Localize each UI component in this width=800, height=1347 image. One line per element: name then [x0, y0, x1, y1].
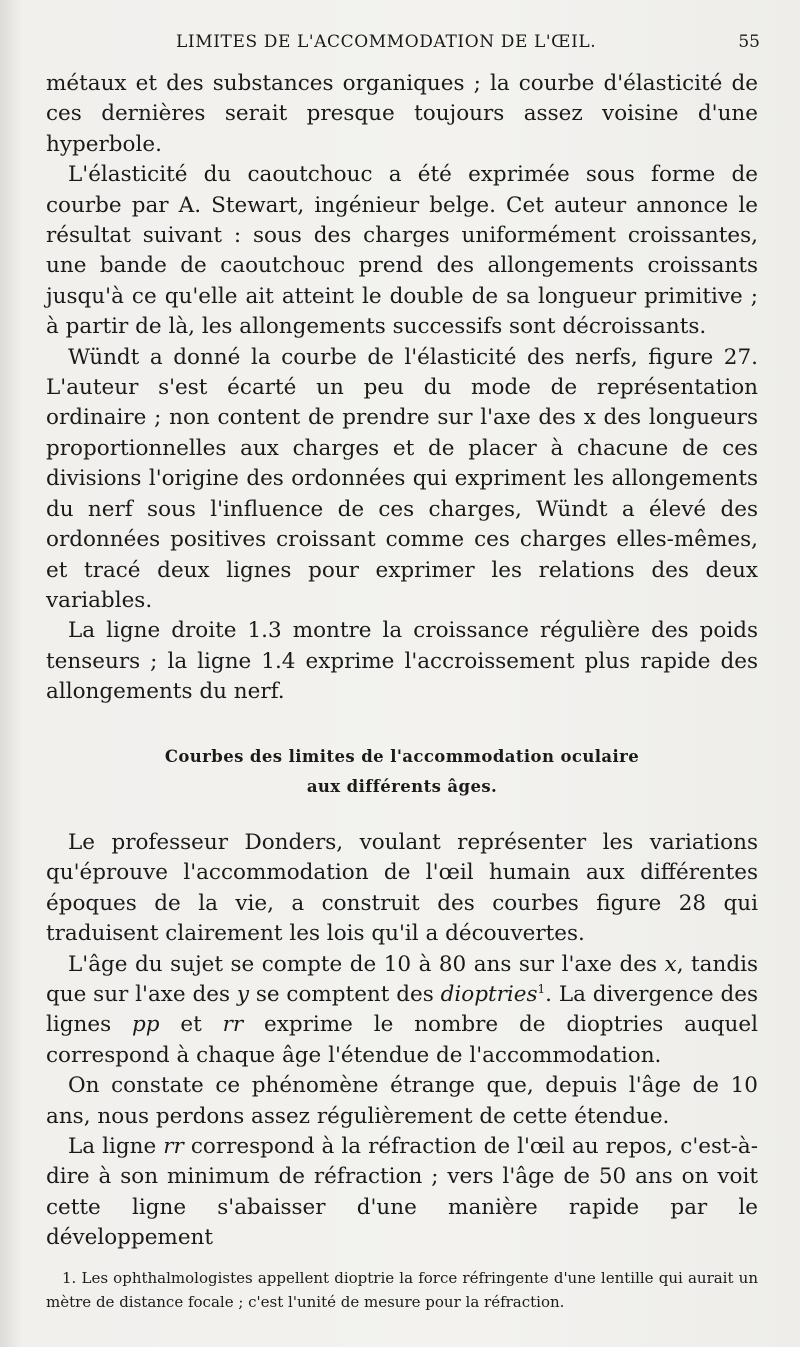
text-run: et	[159, 1012, 223, 1038]
var-pp: pp	[131, 1012, 160, 1038]
var-x: x	[664, 951, 677, 977]
paragraph-stewart: L'élasticité du caoutchouc a été exprimée sous forme de courbe par A. Stewart, ingénieur belge. Cet auteur annonce le résultat suivant : sous des charges uniformément croissantes, une bande de caoutchouc prend des allongements croissants jusqu'à ce qu'elle ait atteint le double de sa longueur primitive ; à partir de là, les allongements successifs sont décroissants.	[46, 162, 758, 340]
var-rr: rr	[163, 1134, 184, 1160]
var-rr: rr	[222, 1012, 244, 1038]
section-heading-line1: Courbes des limites de l'accommodation oculaire	[164, 747, 640, 766]
paragraph-age-axis	[46, 950, 758, 1072]
text-run: se comptent des	[248, 982, 441, 1008]
body-text-top	[46, 69, 758, 708]
section-heading	[46, 742, 758, 802]
page-header	[46, 32, 760, 58]
running-title: LIMITES DE L'ACCOMMODATION DE L'ŒIL.	[176, 32, 597, 52]
paragraph-donders: Le professeur Donders, voulant représenter les variations qu'éprouve l'accommodation de l'œil humain aux différentes époques de la vie, a construit des courbes figure 28 qui traduisent clairement les lois qu'il a découvertes.	[46, 830, 758, 947]
paragraph-rr-line	[46, 1132, 758, 1254]
page-number: 55	[738, 32, 760, 52]
paragraph-lines: La ligne droite 1.3 montre la croissance régulière des poids tenseurs ; la ligne 1.4 exprime l'accroissement plus rapide des allongements du nerf.	[46, 618, 758, 705]
footnote: 1. Les ophthalmologistes appellent dioptrie la force réfringente d'une lentille qui aurait un mètre de distance focale ; c'est l'unité de mesure pour la réfraction.	[46, 1269, 758, 1311]
paragraph-wundt: Wündt a donné la courbe de l'élasticité des nerfs, figure 27. L'auteur s'est écarté un peu du mode de représentation ordinaire ; non content de prendre sur l'axe des x des longueurs proportionnelles aux charges et de placer à chacune de ces divisions l'origine des ordonnées qui expriment les allongements du nerf sous l'influence de ces charges, Wündt a élevé des ordonnées positives croissant comme ces charges elles-mêmes, et tracé deux lignes pour exprimer les relations des deux variables.	[46, 344, 758, 613]
term-dioptries: dioptries	[440, 982, 538, 1008]
text-run: . La divergence des lignes	[46, 982, 759, 1038]
text-run: , tandis que sur l'axe des	[46, 951, 758, 1008]
text-run: La ligne	[68, 1134, 164, 1160]
paragraph-phenomenon: On constate ce phénomène étrange que, depuis l'âge de 10 ans, nous perdons assez régulièrement de cette étendue.	[46, 1073, 758, 1129]
text-run: correspond à la réfraction de l'œil au repos, c'est-à-dire à son minimum de réfraction ; vers l'âge de 50 ans on voit cette ligne s'abaisser d'une manière rapide par le développement	[46, 1134, 758, 1251]
var-y: y	[236, 982, 249, 1008]
text-run: exprime le nombre de dioptries auquel correspond à chaque âge l'étendue de l'accommodation.	[46, 1012, 758, 1068]
paragraph-continued: métaux et des substances organiques ; la courbe d'élasticité de ces dernières serait presque toujours assez voisine d'une hyperbole.	[46, 71, 758, 157]
section-heading-line2: aux différents âges.	[306, 777, 498, 796]
body-text-bottom	[46, 828, 758, 1254]
text-run: L'âge du sujet se compte de 10 à 80 ans sur l'axe des	[68, 951, 665, 977]
footnote-ref: 1	[537, 981, 546, 996]
